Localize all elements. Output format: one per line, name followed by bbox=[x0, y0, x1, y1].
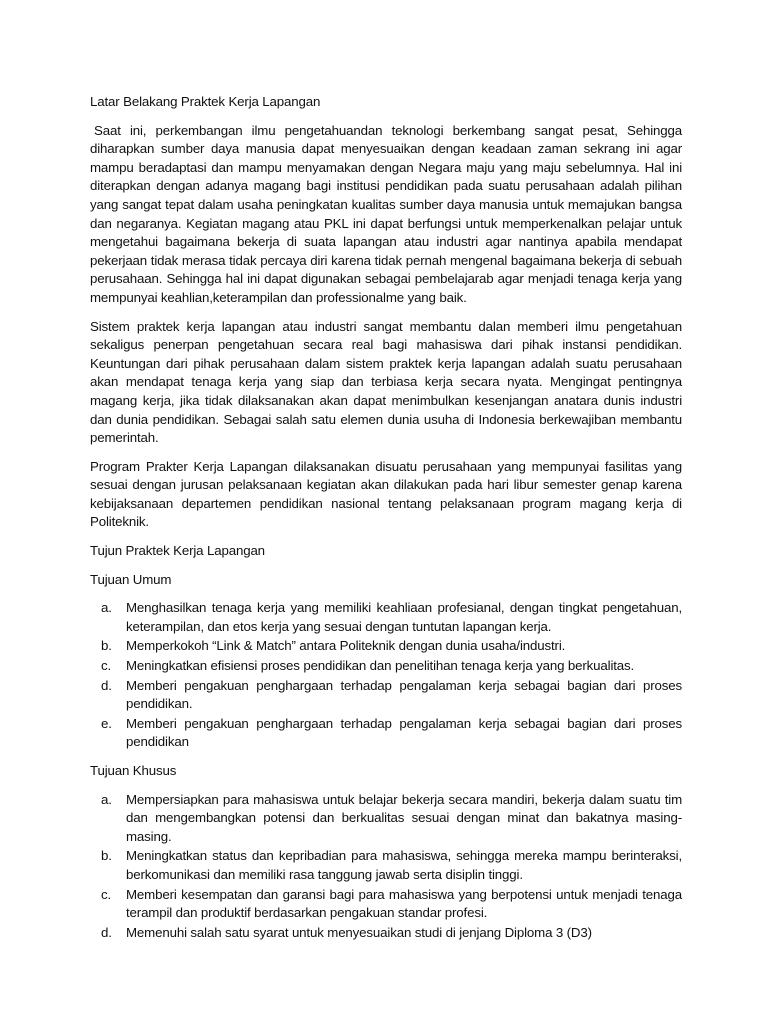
paragraph-background: Saat ini, perkembangan ilmu pengetahuandan teknologi berkembang sangat pesat, Sehingga diharapkan sumber daya manusia dapat menyesuaikan dengan keadaan zaman sekrang ini agar mampu beradaptasi dan mampu menyamakan dengan Negara maju yang maju sebelumnya. Hal ini diterapkan dengan adanya magang bagi institusi pendidikan pada suatu perusahaan adalah pilihan yang sangat tepat dalam usaha peningkatan kualitas sumber daya manusia untuk memajukan bangsa dan negaranya. Kegiatan magang atau PKL ini dapat berfungsi untuk memperkenalkan pelajar untuk mengetahui bagaimana bekerja di suata lapangan atau industri agar nantinya apabila mendapat pekerjaan tidak merasa tidak percaya diri karena tidak pernah mengenal bagaimana bekerja di sebuah perusahaan. Sehingga hal ini dapat digunakan sebagai pembelajarab agar menjadi tenaga kerja yang mempunyai keahlian,keterampilan dan professionalme yang baik. bbox=[90, 122, 682, 305]
document-page bbox=[90, 93, 682, 952]
list-marker: a. bbox=[101, 600, 112, 616]
list-item-text: Memenuhi salah satu syarat untuk menyesuaikan studi di jenjang Diploma 3 (D3) bbox=[126, 924, 592, 940]
list-item-text: Meningkatkan efisiensi proses pendidikan dan penelitihan tenaga kerja yang berkualitas. bbox=[126, 658, 635, 674]
list-item bbox=[90, 715, 682, 752]
list-marker: c. bbox=[101, 886, 112, 902]
list-marker: a. bbox=[101, 791, 112, 807]
list-item bbox=[90, 677, 682, 714]
list-item-text: Meningkatkan status dan kepribadian para mahasiswa, sehingga mereka mampu berinteraksi, berkomunikasi dan memiliki rasa tanggung jawab serta disiplin tinggi. bbox=[126, 848, 682, 882]
subheading-general-objectives: Tujuan Umum bbox=[90, 571, 172, 587]
list-item-text: Mempersiapkan para mahasiswa untuk belajar bekerja secara mandiri, bekerja dalam suatu tim dan mengembangkan potensi dan berkualitas sesuai dengan minat dan bakatnya masing-masing. bbox=[126, 791, 682, 844]
section-title-objectives: Tujun Praktek Kerja Lapangan bbox=[90, 543, 265, 559]
list-item-text: Memberi pengakuan penghargaan terhadap pengalaman kerja sebagai bagian dari proses pendidikan. bbox=[126, 677, 682, 712]
list-item bbox=[90, 886, 682, 923]
list-marker: d. bbox=[101, 677, 112, 693]
paragraph-system: Sistem praktek kerja lapangan atau industri sangat membantu dalan memberi ilmu pengetahuan sekaligus penerpan pengetahuan secara real bagi mahasiswa dari pihak instansi pendidikan. Keuntungan dari pihak perusahaan dalam sistem praktek kerja lapangan adalah suatu perusahaan akan mendapat tenaga kerja yang siap dan terbiasa kerja secara nyata. Mengingat pentingnya magang kerja, jika tidak dilaksanakan akan dapat menimbulkan kesenjangan anatara dunis industri dan dunia pendidikan. Sebagai salah satu elemen dunia usuha di Indonesia berkewajiban membantu pemerintah. bbox=[90, 318, 682, 446]
list-marker: b. bbox=[101, 638, 112, 654]
general-objectives-list bbox=[90, 599, 682, 752]
list-item bbox=[90, 599, 682, 636]
list-item-text: Menghasilkan tenaga kerja yang memiliki keahliaan profesianal, dengan tingkat pengetahuan, keterampilan, dan etos kerja yang sesuai dengan tuntutan lapangan kerja. bbox=[126, 600, 682, 634]
list-item bbox=[90, 637, 682, 656]
list-item-text: Memberi pengakuan penghargaan terhadap pengalaman kerja sebagai bagian dari proses pendidikan bbox=[126, 715, 682, 750]
list-marker: b. bbox=[101, 848, 112, 864]
list-item bbox=[90, 924, 682, 943]
document-title: Latar Belakang Praktek Kerja Lapangan bbox=[90, 94, 321, 109]
paragraph-program: Program Prakter Kerja Lapangan dilaksanakan disuatu perusahaan yang mempunyai fasilitas yang sesuai dengan jurusan pelaksanaan kegiatan akan dilakukan pada hari libur semester genap karena kebijaksanaan departemen pendidikan nasional tentang pelaksanaan program magang kerja di Politeknik. bbox=[90, 458, 682, 530]
list-item-text: Memberi kesempatan dan garansi bagi para mahasiswa yang berpotensi untuk menjadi tenaga terampil dan produktif berdasarkan pengakuan standar profesi. bbox=[126, 886, 682, 921]
list-marker: d. bbox=[101, 924, 112, 940]
list-item-text: Memperkokoh “Link & Match” antara Politeknik dengan dunia usaha/industri. bbox=[126, 638, 566, 654]
list-marker: c. bbox=[101, 658, 112, 674]
list-item bbox=[90, 791, 682, 847]
list-marker: e. bbox=[101, 715, 112, 731]
subheading-specific-objectives: Tujuan Khusus bbox=[90, 763, 177, 778]
list-item bbox=[90, 847, 682, 884]
list-item bbox=[90, 657, 682, 676]
specific-objectives-list bbox=[90, 791, 682, 943]
